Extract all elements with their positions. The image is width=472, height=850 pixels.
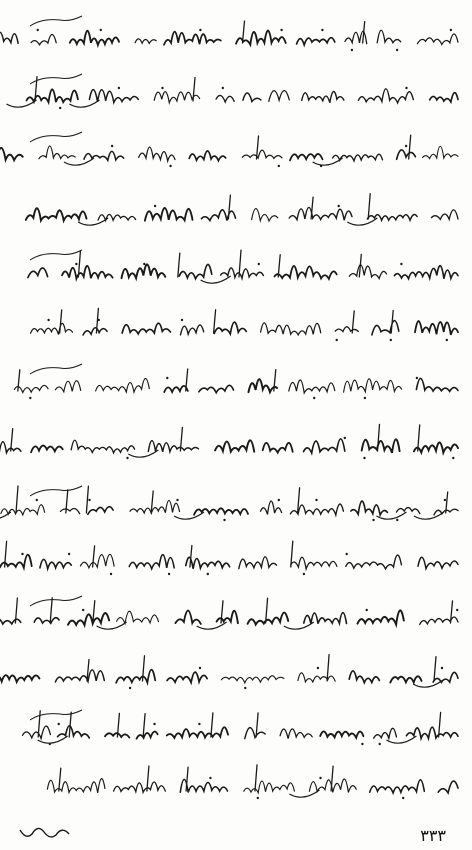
ink-dot (303, 573, 305, 575)
ink-dot (278, 165, 280, 167)
manuscript-line (0, 12, 472, 62)
marginal-note (30, 710, 82, 720)
ink-dot (361, 743, 363, 745)
ink-dot (59, 107, 61, 109)
manuscript-line (0, 536, 472, 586)
ink-dot (29, 397, 31, 399)
ink-stroke (414, 512, 444, 519)
ink-dot (129, 687, 131, 689)
ink-stroke (386, 736, 416, 743)
ink-stroke (174, 512, 204, 519)
marginal-note (30, 132, 82, 142)
ink-dot (257, 797, 259, 799)
ink-dot (207, 573, 209, 575)
ink-dot (390, 339, 392, 341)
ink-stroke (413, 680, 443, 687)
ink-dot (320, 165, 322, 167)
ink-dot (402, 797, 404, 799)
manuscript-line (0, 360, 472, 410)
ink-dot (126, 457, 128, 459)
ink-stroke (128, 450, 158, 457)
ink-dot (396, 49, 398, 51)
ink-stroke (347, 218, 377, 225)
manuscript-line (0, 592, 472, 642)
ink-dot (351, 49, 353, 51)
catchword (14, 820, 74, 848)
ink-stroke (313, 158, 343, 165)
manuscript-line (0, 760, 472, 810)
marginal-note (30, 250, 82, 260)
marginal-note (30, 486, 82, 496)
ink-dot (456, 609, 458, 611)
ink-dot (244, 687, 246, 689)
marginal-note (30, 364, 82, 374)
manuscript-line (0, 650, 472, 700)
ink-dot (168, 573, 170, 575)
page-number: ۳۳۳ (420, 826, 446, 845)
manuscript-line (0, 302, 472, 352)
ink-dot (364, 397, 366, 399)
ink-stroke (7, 100, 37, 107)
manuscript-line (0, 246, 472, 296)
manuscript-line (0, 70, 472, 120)
manuscript-line (0, 706, 472, 756)
ink-stroke (201, 276, 231, 283)
manuscript-line (0, 482, 472, 532)
ink-dot (452, 457, 454, 459)
ink-dot (313, 397, 315, 399)
ink-dot (223, 519, 225, 521)
marginal-note (30, 596, 82, 606)
ink-dot (446, 339, 448, 341)
manuscript-line (0, 128, 472, 178)
marginal-note (30, 74, 82, 84)
ink-dot (169, 165, 171, 167)
ink-stroke (38, 736, 68, 743)
ink-dot (110, 573, 112, 575)
ink-stroke (11, 429, 13, 451)
ink-stroke (69, 100, 99, 107)
manuscript-line (0, 188, 472, 238)
ink-dot (336, 339, 338, 341)
ink-dot (379, 743, 381, 745)
marginal-note (30, 16, 82, 26)
ink-dot (396, 519, 398, 521)
ink-stroke (78, 218, 108, 225)
ink-dot (49, 743, 51, 745)
ink-stroke (284, 622, 314, 629)
manuscript-line (0, 420, 472, 470)
ink-dot (372, 519, 374, 521)
ink-stroke (64, 158, 94, 165)
ink-dot (363, 457, 365, 459)
